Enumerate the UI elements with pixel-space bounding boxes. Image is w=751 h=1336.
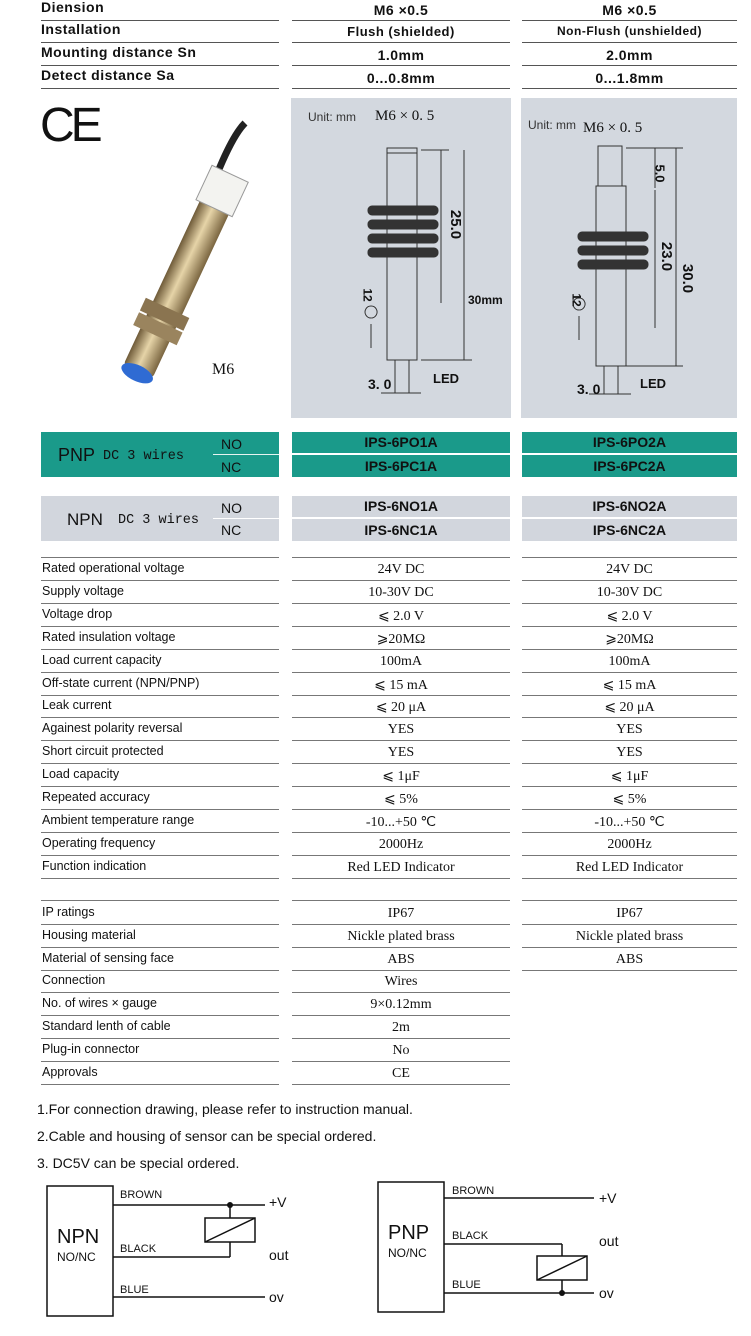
header-nonflush-value: 2.0mm [606, 47, 653, 63]
row-divider [522, 832, 737, 833]
spec-nonflush-value: ⩽ 1μF [610, 769, 649, 785]
nonflush-sensor-outline [521, 98, 737, 418]
spec-nonflush-value: Nickle plated brass [575, 928, 684, 944]
model-pnp-no-nonflush: IPS-6PO2A [522, 432, 737, 453]
row-divider [522, 740, 737, 741]
row-divider [292, 580, 510, 581]
header-flush-value: Flush (shielded) [347, 24, 455, 39]
row-divider [292, 557, 510, 558]
row-divider [522, 878, 737, 879]
spec-flush-value: 10-30V DC [368, 584, 434, 600]
pnp-desc: DC 3 wires [103, 449, 185, 464]
row-divider [41, 878, 279, 879]
row-divider [522, 924, 737, 925]
wire-blue: BLUE [120, 1284, 149, 1296]
spec-label: Short circuit protected [42, 744, 164, 759]
row-divider [41, 1015, 279, 1016]
header-label: Detect distance Sa [41, 67, 175, 83]
row-divider [41, 88, 279, 89]
spec-nonflush-value: ⩽ 15 mA [602, 677, 657, 693]
row-divider [292, 809, 510, 810]
row-divider [292, 1061, 510, 1062]
spec-nonflush-value: YES [616, 722, 643, 738]
spec-flush-value: 24V DC [377, 562, 425, 577]
spec-label: Rated insulation voltage [42, 629, 176, 644]
row-divider [522, 855, 737, 856]
row-divider [292, 649, 510, 650]
spec-label: Housing material [42, 927, 136, 942]
product-photo [40, 98, 285, 398]
spec-nonflush-value: ⩾20MΩ [605, 631, 654, 647]
header-flush-value: M6 ×0.5 [373, 2, 429, 18]
terminal-ov: ov [269, 1289, 284, 1305]
spec-label: Againest polarity reversal [42, 721, 183, 736]
ce-mark: CE [40, 99, 99, 152]
row-divider [522, 580, 737, 581]
row-divider [41, 992, 279, 993]
note-2: 2.Cable and housing of sensor can be special ordered. [37, 1128, 377, 1144]
row-divider [41, 809, 279, 810]
spec-nonflush-value: ⩽ 20 μA [604, 700, 655, 716]
spec-flush-value: YES [387, 722, 415, 738]
row-divider [292, 832, 510, 833]
row-divider [292, 65, 510, 66]
spec-label: Standard lenth of cable [42, 1019, 171, 1033]
row-divider [41, 672, 279, 673]
dim-cable: 12 [569, 293, 584, 307]
dim-width: 3. 0 [368, 376, 392, 392]
dim-total: 30mm [468, 293, 503, 307]
row-divider [522, 809, 737, 810]
row-divider [522, 649, 737, 650]
row-divider [292, 855, 510, 856]
row-divider [292, 717, 510, 718]
row-divider [292, 900, 510, 901]
spec-label: Load capacity [42, 767, 120, 782]
spec-label: Function indication [42, 858, 147, 873]
spec-label: Supply voltage [42, 583, 125, 598]
spec-label: Ambient temperature range [42, 812, 195, 827]
row-divider [522, 557, 737, 558]
header-flush-value: 0...0.8mm [366, 70, 436, 86]
spec-label: Material of sensing face [42, 950, 175, 965]
note-1: 1.For connection drawing, please refer to instruction manual. [37, 1101, 413, 1117]
spec-flush-value: ⩽ 2.0 V [377, 608, 425, 624]
spec-flush-value: ⩽ 1μF [382, 769, 420, 785]
spec-flush-value: CE [392, 1065, 410, 1081]
spec-flush-value: YES [387, 745, 415, 761]
row-divider [292, 1084, 510, 1085]
header-nonflush-value: Non-Flush (unshielded) [557, 24, 702, 38]
wire-black: BLACK [120, 1243, 157, 1255]
thread-label: M6 × 0. 5 [375, 108, 435, 124]
row-divider [41, 626, 279, 627]
spec-flush-value: ⩽ 5% [384, 792, 418, 807]
dim-tip: 5.0 [652, 164, 668, 183]
row-divider [292, 924, 510, 925]
wire-brown: BROWN [120, 1189, 163, 1201]
model-pnp-no-flush: IPS-6PO1A [292, 432, 510, 453]
spec-nonflush-value: IP67 [616, 906, 643, 921]
row-divider [522, 763, 737, 764]
spec-flush-value: 100mA [380, 653, 422, 669]
npn-desc: DC 3 wires [118, 513, 200, 528]
unit-label: Unit: mm [528, 118, 576, 132]
row-divider [41, 855, 279, 856]
spec-flush-value: IP67 [387, 906, 415, 921]
row-divider [41, 1084, 279, 1085]
row-divider [522, 947, 737, 948]
spec-label: Voltage drop [42, 606, 113, 621]
pnp-nc: NC [221, 459, 242, 475]
spec-nonflush-value: ABS [615, 951, 644, 967]
spec-label: Plug-in connector [42, 1041, 140, 1056]
row-divider [41, 649, 279, 650]
row-divider [522, 695, 737, 696]
spec-flush-value: Nickle plated brass [347, 928, 455, 944]
npn-model-header [41, 496, 279, 541]
wire-blue: BLUE [452, 1279, 481, 1291]
row-divider [522, 970, 737, 971]
spec-flush-value: Wires [384, 974, 418, 990]
npn-no: NO [221, 500, 242, 516]
row-divider [522, 20, 737, 21]
header-label: Diension [41, 0, 105, 15]
dimension-drawing-nonflush [521, 98, 737, 418]
pnp-no: NO [221, 436, 242, 452]
dim-length: 23.0 [658, 241, 676, 272]
terminal-out: out [269, 1247, 289, 1263]
row-divider [41, 1061, 279, 1062]
pnp-mode: NO/NC [388, 1246, 427, 1260]
spec-nonflush-value: 100mA [608, 653, 651, 669]
unit-label: Unit: mm [308, 110, 356, 124]
spec-label: Rated operational voltage [42, 561, 185, 575]
row-divider [292, 992, 510, 993]
spec-flush-value: 2000Hz [378, 836, 424, 852]
row-divider [292, 970, 510, 971]
row-divider [41, 763, 279, 764]
led-label: LED [433, 371, 459, 386]
npn-mode: NO/NC [57, 1250, 96, 1264]
spec-nonflush-value: -10...+50 ℃ [594, 814, 665, 830]
spec-flush-value: Red LED Indicator [347, 859, 455, 875]
row-divider [41, 786, 279, 787]
row-divider [41, 740, 279, 741]
spec-nonflush-value: 2000Hz [607, 836, 652, 852]
row-divider [522, 42, 737, 43]
model-npn-nc-flush: IPS-6NC1A [292, 519, 510, 541]
terminal-ov: ov [599, 1285, 614, 1301]
spec-flush-value: -10...+50 ℃ [365, 814, 437, 830]
spec-label: Leak current [42, 698, 112, 713]
flush-sensor-outline [291, 98, 511, 418]
pnp-type: PNP [388, 1222, 430, 1244]
spec-nonflush-value: ⩽ 5% [612, 792, 647, 807]
spec-label: Off-state current (NPN/PNP) [42, 675, 200, 690]
spec-nonflush-value: 10-30V DC [596, 584, 663, 600]
spec-label: Operating frequency [42, 835, 156, 850]
row-divider [292, 42, 510, 43]
header-label: Installation [41, 21, 121, 37]
led-label: LED [640, 376, 666, 391]
spec-flush-value: No [392, 1042, 410, 1058]
row-divider [41, 947, 279, 948]
row-divider [292, 763, 510, 764]
row-divider [292, 88, 510, 89]
terminal-vplus: +V [269, 1194, 287, 1210]
row-divider [41, 717, 279, 718]
thread-label: M6 × 0. 5 [583, 120, 643, 136]
row-divider [522, 88, 737, 89]
row-divider [41, 580, 279, 581]
wire-brown: BROWN [452, 1185, 495, 1197]
row-divider [41, 557, 279, 558]
row-divider [292, 1015, 510, 1016]
pnp-type: PNP [58, 445, 96, 465]
spec-nonflush-value: ⩽ 2.0 V [606, 608, 653, 624]
dim-total: 30.0 [679, 263, 697, 294]
terminal-vplus: +V [599, 1190, 617, 1206]
spec-flush-value: 2m [392, 1020, 410, 1035]
spec-flush-value: ⩾20MΩ [376, 631, 426, 647]
row-divider [41, 65, 279, 66]
spec-nonflush-value: Red LED Indicator [575, 859, 684, 875]
spec-nonflush-value: 24V DC [606, 562, 653, 577]
row-divider [522, 786, 737, 787]
dim-length: 25.0 [447, 209, 465, 240]
npn-type: NPN [67, 510, 103, 529]
row-divider [292, 947, 510, 948]
model-pnp-nc-nonflush: IPS-6PC2A [522, 455, 737, 477]
row-divider [292, 695, 510, 696]
row-divider [292, 603, 510, 604]
sensor-image [40, 98, 285, 398]
model-npn-nc-nonflush: IPS-6NC2A [522, 519, 737, 541]
row-divider [292, 20, 510, 21]
spec-label: Repeated accuracy [42, 790, 150, 804]
row-divider [292, 672, 510, 673]
row-divider [41, 832, 279, 833]
spec-label: No. of wires × gauge [42, 996, 157, 1011]
spec-flush-value: ABS [387, 951, 415, 967]
row-divider [292, 878, 510, 879]
npn-type: NPN [57, 1226, 100, 1248]
model-pnp-nc-flush: IPS-6PC1A [292, 455, 510, 477]
row-divider [522, 603, 737, 604]
row-divider [41, 900, 279, 901]
header-label: Mounting distance Sn [41, 44, 197, 60]
row-divider [292, 740, 510, 741]
header-nonflush-value: 0...1.8mm [595, 70, 664, 86]
row-divider [41, 695, 279, 696]
size-label: M6 [212, 361, 235, 378]
spec-flush-value: 9×0.12mm [370, 997, 432, 1013]
spec-label: Approvals [42, 1064, 98, 1079]
row-divider [292, 1038, 510, 1039]
spec-nonflush-value: YES [616, 745, 643, 761]
row-divider [522, 672, 737, 673]
spec-label: Load current capacity [42, 652, 162, 667]
row-divider [292, 786, 510, 787]
spec-flush-value: ⩽ 20 μA [375, 700, 427, 716]
wiring-diagram-npn [40, 1180, 300, 1320]
row-divider [522, 65, 737, 66]
row-divider [522, 717, 737, 718]
terminal-out: out [599, 1233, 619, 1249]
row-divider [41, 42, 279, 43]
spec-label: IP ratings [42, 905, 95, 919]
model-npn-no-nonflush: IPS-6NO2A [522, 496, 737, 517]
spec-flush-value: ⩽ 15 mA [374, 677, 428, 693]
spec-label: Connection [42, 973, 106, 988]
row-divider [41, 970, 279, 971]
wire-black: BLACK [452, 1230, 489, 1242]
dim-cable: 12 [360, 288, 375, 302]
npn-nc: NC [221, 522, 242, 538]
row-divider [41, 924, 279, 925]
pnp-model-header [41, 432, 279, 477]
note-3: 3. DC5V can be special ordered. [37, 1155, 240, 1171]
row-divider [41, 1038, 279, 1039]
row-divider [292, 626, 510, 627]
header-flush-value: 1.0mm [377, 47, 425, 63]
model-npn-no-flush: IPS-6NO1A [292, 496, 510, 517]
dimension-drawing-flush [291, 98, 511, 418]
row-divider [41, 603, 279, 604]
row-divider [522, 900, 737, 901]
dim-width: 3. 0 [577, 381, 601, 397]
row-divider [522, 626, 737, 627]
wiring-diagram-pnp [372, 1176, 632, 1316]
header-nonflush-value: M6 ×0.5 [602, 2, 657, 18]
